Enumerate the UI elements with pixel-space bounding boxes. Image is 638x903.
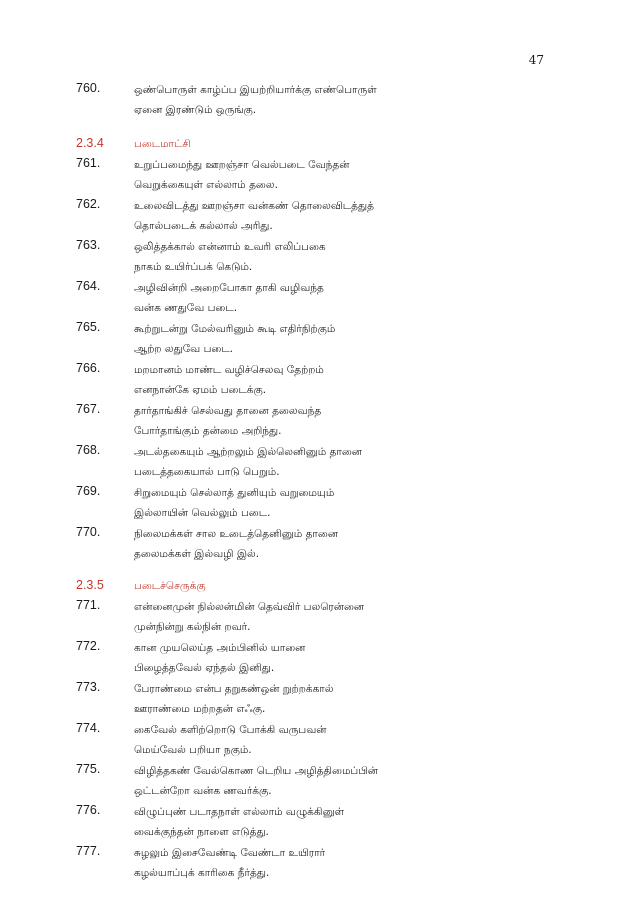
verse-line-1: ஒண்பொருள் காழ்ப்ப இயற்றியார்க்கு எண்பொருள் (134, 84, 377, 96)
verse-line-2: நாகம் உயிர்ப்பக் கெடும். (134, 261, 253, 273)
verse-line-2: பிழைத்தவேல் ஏந்தல் இனிது. (134, 662, 275, 674)
verse-entry-761 (76, 155, 576, 196)
verse-text (134, 483, 334, 523)
verse-entry-777 (76, 843, 576, 884)
verse-entry-760 (76, 80, 576, 125)
verse-text (134, 196, 374, 236)
verse-text (134, 761, 378, 801)
verse-entry-769 (76, 483, 576, 524)
verse-line-2: ஊராண்மை மற்றதன் எஃகு. (134, 703, 266, 715)
verse-line-2: படைத்தகையால் பாடு பெறும். (134, 466, 280, 478)
verse-number: 767. (76, 402, 101, 416)
verse-line-2: ஏனை இரண்டும் ஒருங்கு. (134, 104, 257, 116)
verse-entry-770 (76, 524, 576, 565)
verse-line-1: என்னைமுன் நில்லன்மின் தெவ்விர் பலரென்னை (134, 601, 365, 613)
verse-line-2: ஒட்டன்றோ வன்க ணவர்க்கு. (134, 785, 272, 797)
verse-line-1: ஒலித்தக்கால் என்னாம் உவரி எலிப்பகை (134, 241, 326, 253)
verse-text (134, 679, 334, 719)
verse-text (134, 360, 324, 400)
verse-line-1: தார்தாங்கிச் செல்வது தானை தலைவந்த (134, 405, 322, 417)
verse-text (134, 843, 325, 883)
section-heading-2-3-5 (76, 577, 576, 597)
section-heading-2-3-4 (76, 135, 576, 155)
verse-text (134, 802, 344, 842)
verse-line-2: போர்தாங்கும் தன்மை அறிந்து. (134, 425, 282, 437)
verse-line-1: சுழலும் இசைவேண்டி வேண்டா உயிரார் (134, 847, 326, 859)
verse-number: 764. (76, 279, 101, 293)
verse-listing (76, 80, 576, 884)
verse-number: 776. (76, 803, 101, 817)
verse-line-1: விழித்தகண் வேல்கொண டெறிய அழித்திமைப்பின் (134, 765, 378, 777)
verse-entry-763 (76, 237, 576, 278)
verse-text (134, 237, 326, 277)
verse-number: 773. (76, 680, 101, 694)
verse-line-2: ஆற்ற லதுவே படை. (134, 343, 234, 355)
verse-line-1: மறமானம் மாண்ட வழிச்செலவு தேற்றம் (134, 364, 324, 376)
verse-number: 768. (76, 443, 101, 457)
verse-line-2: கழல்யாப்புக் காரிகை நீர்த்து. (134, 867, 270, 879)
verse-line-1: விழுப்புண் படாதநாள் எல்லாம் வழுக்கினுள் (134, 806, 345, 818)
verse-entry-766 (76, 360, 576, 401)
verse-number: 760. (76, 81, 101, 95)
page-number: 47 (528, 53, 544, 67)
verse-text (134, 524, 338, 564)
section-title: படைச்செருக்கு (134, 580, 206, 592)
verse-line-2: இல்லாயின் வெல்லும் படை. (134, 507, 271, 519)
verse-line-1: கான முயலெய்த அம்பினில் யானை (134, 642, 306, 654)
verse-entry-765 (76, 319, 576, 360)
verse-entry-772 (76, 638, 576, 679)
verse-entry-762 (76, 196, 576, 237)
section-number: 2.3.4 (76, 136, 104, 150)
verse-number: 763. (76, 238, 101, 252)
verse-text (134, 442, 362, 482)
verse-line-1: கூற்றுடன்று மேல்வரினும் கூடி எதிர்நிற்கும் (134, 323, 336, 335)
verse-entry-776 (76, 802, 576, 843)
verse-entry-774 (76, 720, 576, 761)
verse-line-2: முன்நின்று கல்நின் றவர். (134, 621, 251, 633)
verse-text (134, 319, 335, 359)
verse-number: 762. (76, 197, 101, 211)
verse-text (134, 278, 324, 318)
verse-number: 771. (76, 598, 101, 612)
verse-number: 775. (76, 762, 101, 776)
verse-line-1: கைவேல் களிற்றொடு போக்கி வருபவன் (134, 724, 327, 736)
verse-number: 770. (76, 525, 101, 539)
verse-line-1: நிலைமக்கள் சால உடைத்தெனினும் தானை (134, 528, 339, 540)
verse-line-2: எனநான்கே ஏமம் படைக்கு. (134, 384, 267, 396)
verse-line-2: மெய்வேல் பறியா நகும். (134, 744, 252, 756)
section-title: படைமாட்சி (134, 138, 191, 150)
verse-entry-767 (76, 401, 576, 442)
verse-line-1: உறுப்பமைந்து ஊறஞ்சா வெல்படை வேந்தன் (134, 159, 350, 171)
verse-text (134, 638, 305, 678)
section-number: 2.3.5 (76, 578, 104, 592)
verse-line-2: வைக்குந்தன் நாளை எடுத்து. (134, 826, 269, 838)
verse-entry-764 (76, 278, 576, 319)
verse-number: 777. (76, 844, 101, 858)
verse-entry-771 (76, 597, 576, 638)
verse-number: 772. (76, 639, 101, 653)
verse-text (134, 597, 364, 637)
verse-line-2: வெறுக்கையுள் எல்லாம் தலை. (134, 179, 278, 191)
verse-number: 769. (76, 484, 101, 498)
verse-entry-768 (76, 442, 576, 483)
verse-number: 765. (76, 320, 101, 334)
verse-line-1: பேராண்மை என்ப தறுகண்ஒன் றுற்றக்கால் (134, 683, 334, 695)
verse-entry-773 (76, 679, 576, 720)
verse-line-1: அழிவின்றி அறைபோகா தாகி வழிவந்த (134, 282, 324, 294)
verse-line-2: தொல்படைக் கல்லால் அரிது. (134, 220, 273, 232)
verse-entry-775 (76, 761, 576, 802)
verse-text (134, 401, 321, 441)
verse-number: 761. (76, 156, 101, 170)
verse-text (134, 80, 377, 120)
verse-line-2: வன்க ணதுவே படை. (134, 302, 238, 314)
verse-line-1: சிறுமையும் செல்லாத் துனியும் வறுமையும் (134, 487, 335, 499)
verse-line-2: தலைமக்கள் இல்வழி இல். (134, 548, 260, 560)
verse-line-1: அடல்தகையும் ஆற்றலும் இல்லெனினும் தானை (134, 446, 362, 458)
verse-number: 766. (76, 361, 101, 375)
verse-text (134, 155, 349, 195)
verse-number: 774. (76, 721, 101, 735)
verse-line-1: உலைவிடத்து ஊறஞ்சா வன்கண் தொலைவிடத்துத் (134, 200, 374, 212)
verse-text (134, 720, 326, 760)
